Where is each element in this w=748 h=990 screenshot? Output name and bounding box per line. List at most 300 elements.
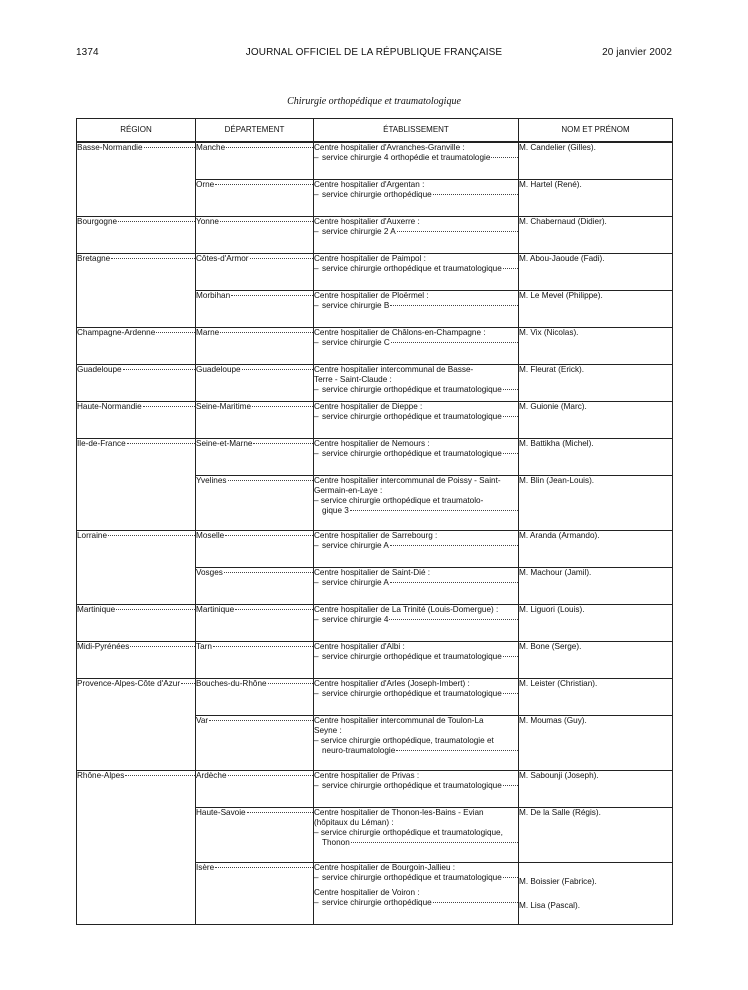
departement-name-text: Côtes-d'Armor — [196, 253, 249, 263]
etablissement-name: Centre hospitalier de Thonon-les-Bains - Evian — [314, 807, 484, 817]
nom-cell — [519, 530, 673, 567]
etablissement-name: Centre hospitalier de Paimpol : — [314, 253, 426, 263]
departement-name — [196, 439, 313, 449]
service-dash: – — [314, 448, 319, 458]
table-body — [77, 142, 673, 924]
etablissement-cell — [314, 641, 519, 678]
departement-name-text: Ardèche — [196, 770, 227, 780]
service-dash: – — [314, 872, 319, 882]
region-cell — [77, 641, 196, 678]
service-text: service chirurgie A — [322, 540, 389, 550]
table-row — [77, 770, 673, 807]
service-dash: – — [314, 614, 319, 624]
dot-leader — [250, 258, 313, 259]
etablissement-name: Centre hospitalier de Ploërmel : — [314, 290, 429, 300]
etablissement-name: Centre hospitalier intercommunal de Toulon-La — [314, 715, 484, 725]
service-text: service chirurgie orthopédique et traumatologique — [322, 411, 502, 421]
person-name: M. Abou-Jaoude (Fadi). — [519, 253, 605, 263]
etablissement-cell — [314, 401, 519, 438]
departement-cell — [196, 862, 314, 924]
service-line: – service chirurgie orthopédique, traumatologie et — [314, 735, 494, 745]
departement-name-text: Moselle — [196, 530, 225, 540]
dot-leader — [503, 656, 518, 657]
service-line — [314, 190, 518, 200]
journal-title: JOURNAL OFFICIEL DE LA RÉPUBLIQUE FRANÇAISE — [245, 47, 503, 58]
dot-leader — [215, 867, 313, 868]
region-name — [77, 328, 195, 338]
table-row — [77, 401, 673, 438]
dot-leader — [253, 443, 313, 444]
person-name: M. Moumas (Guy). — [519, 715, 587, 725]
nom-cell — [519, 641, 673, 678]
region-cell — [77, 530, 196, 604]
dot-leader — [235, 609, 313, 610]
service-line — [314, 541, 518, 551]
service-dash: – — [314, 226, 319, 236]
dot-leader — [268, 683, 313, 684]
column-header-departement: DÉPARTEMENT — [196, 119, 314, 143]
service-text: service chirurgie C — [322, 337, 390, 347]
etablissement-cell — [314, 475, 519, 530]
departement-name — [196, 291, 313, 301]
dot-leader — [433, 194, 518, 195]
etablissement-name: Centre hospitalier de Dieppe : — [314, 401, 423, 411]
region-cell — [77, 604, 196, 641]
dot-leader — [215, 184, 313, 185]
dot-leader — [390, 582, 518, 583]
region-name-text: Haute-Normandie — [77, 401, 142, 411]
etablissement-name: Centre hospitalier d'Auxerre : — [314, 216, 420, 226]
service-text: service chirurgie orthopédique et traumatologique — [322, 872, 502, 882]
region-name — [77, 771, 195, 781]
region-cell — [77, 216, 196, 253]
service-text: service chirurgie 4 — [322, 614, 389, 624]
service-text: service chirurgie orthopédique et traumatologique — [322, 780, 502, 790]
table-row — [77, 641, 673, 678]
dot-leader — [123, 369, 195, 370]
departement-name — [196, 771, 313, 781]
departement-cell — [196, 438, 314, 475]
region-cell — [77, 770, 196, 924]
nom-cell — [519, 678, 673, 715]
service-dash: – — [314, 411, 319, 421]
etablissement-name: Centre hospitalier intercommunal de Poissy - Saint- — [314, 475, 501, 485]
departement-cell — [196, 253, 314, 290]
departement-name — [196, 808, 313, 818]
dot-leader — [220, 332, 313, 333]
etablissement-name: Centre hospitalier de Saint-Dié : — [314, 567, 431, 577]
region-cell — [77, 678, 196, 770]
etablissement-cell — [314, 253, 519, 290]
service-text: service chirurgie A — [322, 577, 389, 587]
service-line: – service chirurgie orthopédique et traumatologique, — [314, 827, 503, 837]
region-cell — [77, 401, 196, 438]
etablissement-cell — [314, 567, 519, 604]
departement-cell — [196, 142, 314, 179]
dot-leader — [224, 572, 313, 573]
dot-leader — [503, 268, 518, 269]
table-row — [77, 327, 673, 364]
table-row — [77, 678, 673, 715]
departement-name — [196, 402, 313, 412]
etablissement-cell — [314, 290, 519, 327]
publication-date: 20 janvier 2002 — [602, 47, 672, 58]
column-header-etablissement: ÉTABLISSEMENT — [314, 119, 519, 143]
etablissement-name: Centre hospitalier intercommunal de Basse- — [314, 364, 474, 374]
departement-name-text: Seine-et-Marne — [196, 438, 253, 448]
departement-cell — [196, 401, 314, 438]
departement-cell — [196, 567, 314, 604]
departement-name-text: Guadeloupe — [196, 364, 241, 374]
service-text: service chirurgie orthopédique et traumatologique — [322, 263, 502, 273]
person-name: M. Boissier (Fabrice). — [519, 876, 597, 886]
region-cell — [77, 253, 196, 327]
region-name-text: Lorraine — [77, 530, 108, 540]
assignment-table — [76, 118, 673, 925]
service-line: – service chirurgie orthopédique et traumatolo- — [314, 495, 484, 505]
service-line — [314, 264, 518, 274]
departement-name — [196, 568, 313, 578]
dot-leader — [225, 535, 313, 536]
page-header — [76, 47, 672, 61]
service-dash: – — [314, 153, 319, 162]
etablissement-name: Germain-en-Laye : — [314, 485, 383, 495]
departement-name-text: Manche — [196, 143, 226, 152]
person-name: M. Guionie (Marc). — [519, 401, 587, 411]
departement-name — [196, 143, 313, 153]
dot-leader — [181, 683, 195, 684]
person-name: M. Le Mevel (Philippe). — [519, 290, 603, 300]
dot-leader — [397, 231, 518, 232]
dot-leader — [111, 258, 195, 259]
dot-leader — [220, 221, 313, 222]
etablissement-name: (hôpitaux du Léman) : — [314, 817, 394, 827]
person-name: M. Leister (Christian). — [519, 678, 598, 688]
dot-leader — [503, 877, 518, 878]
etablissement-name: Centre hospitalier d'Avranches-Granville : — [314, 143, 465, 152]
nom-cell — [519, 253, 673, 290]
region-cell — [77, 327, 196, 364]
etablissement-cell — [314, 715, 519, 770]
etablissement-name: Centre hospitalier de Nemours : — [314, 438, 430, 448]
departement-name-text: Seine-Maritime — [196, 401, 252, 411]
dot-leader — [503, 693, 518, 694]
departement-name-text: Isère — [196, 862, 215, 872]
etablissement-cell — [314, 862, 519, 924]
service-line — [314, 385, 518, 395]
page-number: 1374 — [76, 47, 99, 58]
person-name: M. Battikha (Michel). — [519, 438, 594, 448]
dot-leader — [433, 902, 518, 903]
dot-leader — [213, 646, 313, 647]
service-dash: – — [314, 263, 319, 273]
etablissement-cell — [314, 438, 519, 475]
departement-name — [196, 679, 313, 689]
region-name-text: Champagne-Ardenne — [77, 327, 156, 337]
dot-leader — [209, 720, 313, 721]
table-row — [77, 530, 673, 567]
nom-cell — [519, 438, 673, 475]
service-dash: – — [314, 337, 319, 347]
etablissement-cell — [314, 770, 519, 807]
departement-cell — [196, 604, 314, 641]
service-line — [314, 615, 518, 625]
service-text: neuro-traumatologie — [322, 745, 396, 755]
person-name: M. Blin (Jean-Louis). — [519, 475, 595, 485]
service-line — [314, 338, 518, 348]
column-header-region: RÉGION — [77, 119, 196, 143]
etablissement-name: Centre hospitalier d'Arles (Joseph-Imbert) : — [314, 678, 470, 688]
service-dash: – — [314, 540, 319, 550]
dot-leader — [127, 443, 195, 444]
departement-name-text: Marne — [196, 327, 220, 337]
dot-leader — [252, 406, 313, 407]
etablissement-cell — [314, 142, 519, 179]
nom-cell — [519, 807, 673, 862]
departement-name — [196, 217, 313, 227]
departement-name — [196, 476, 313, 486]
departement-name — [196, 365, 313, 375]
region-name — [77, 605, 195, 615]
service-dash: – — [314, 300, 319, 310]
table-row — [77, 216, 673, 253]
region-name-text: Bretagne — [77, 253, 111, 263]
dot-leader — [503, 785, 518, 786]
service-text: service chirurgie 4 orthopédie et traumatologie — [322, 153, 491, 162]
table-row — [77, 604, 673, 641]
person-name: M. Fleurat (Erick). — [519, 364, 585, 374]
dot-leader — [390, 305, 518, 306]
nom-cell — [519, 327, 673, 364]
departement-name — [196, 180, 313, 190]
service-line — [314, 898, 518, 908]
service-dash: – — [314, 577, 319, 587]
column-header-nom: NOM ET PRÉNOM — [519, 119, 673, 143]
nom-cell — [519, 862, 673, 924]
etablissement-cell — [314, 216, 519, 253]
departement-cell — [196, 364, 314, 401]
etablissement-name: Centre hospitalier de Privas : — [314, 770, 420, 780]
nom-cell — [519, 770, 673, 807]
service-text: service chirurgie 2 A — [322, 226, 396, 236]
departement-name-text: Morbihan — [196, 290, 231, 300]
departement-name — [196, 642, 313, 652]
service-line — [314, 449, 518, 459]
region-name-text: Midi-Pyrénées — [77, 641, 130, 651]
departement-name-text: Yvelines — [196, 475, 227, 485]
dot-leader — [108, 535, 195, 536]
service-dash: – — [314, 780, 319, 790]
departement-name — [196, 328, 313, 338]
region-name-text: Bourgogne — [77, 216, 118, 226]
etablissement-name: Terre - Saint-Claude : — [314, 374, 392, 384]
etablissement-cell — [314, 179, 519, 216]
departement-name-text: Yonne — [196, 216, 219, 226]
service-text: service chirurgie orthopédique et traumatologique — [322, 651, 502, 661]
person-name: M. De la Salle (Régis). — [519, 807, 601, 817]
person-name: M. Machour (Jamil). — [519, 567, 592, 577]
dot-leader — [118, 221, 195, 222]
section-subtitle: Chirurgie orthopédique et traumatologique — [287, 96, 461, 107]
table-row — [77, 253, 673, 290]
service-line — [314, 689, 518, 699]
service-dash: – — [314, 651, 319, 661]
departement-name-text: Martinique — [196, 604, 235, 614]
dot-leader — [226, 147, 313, 148]
service-line — [314, 578, 518, 588]
nom-cell — [519, 290, 673, 327]
region-name-text: Martinique — [77, 604, 116, 614]
dot-leader — [491, 157, 518, 158]
region-cell — [77, 438, 196, 530]
etablissement-cell — [314, 530, 519, 567]
dot-leader — [350, 510, 518, 511]
service-line — [314, 873, 518, 883]
person-name: M. Hartel (René). — [519, 179, 582, 189]
departement-name — [196, 254, 313, 264]
etablissement-cell — [314, 364, 519, 401]
dot-leader — [503, 389, 518, 390]
dot-leader — [391, 342, 518, 343]
departement-cell — [196, 216, 314, 253]
departement-name-text: Haute-Savoie — [196, 807, 246, 817]
etablissement-cell — [314, 678, 519, 715]
dot-leader — [130, 646, 195, 647]
region-name-text: Rhône-Alpes — [77, 770, 125, 780]
nom-cell — [519, 567, 673, 604]
dot-leader — [396, 750, 518, 751]
table-header-row — [77, 119, 673, 143]
region-cell — [77, 364, 196, 401]
service-line — [314, 301, 518, 311]
region-cell — [77, 142, 196, 216]
etablissement-name: Seyne : — [314, 725, 342, 735]
service-line — [314, 652, 518, 662]
region-name — [77, 143, 195, 153]
table-row — [77, 438, 673, 475]
dot-leader — [228, 775, 314, 776]
region-name-text: Basse-Normandie — [77, 143, 143, 152]
departement-cell — [196, 290, 314, 327]
dot-leader — [144, 147, 195, 148]
service-line — [314, 412, 518, 422]
dot-leader — [503, 453, 518, 454]
region-name — [77, 365, 195, 375]
service-line — [314, 506, 518, 516]
table-row — [77, 142, 673, 179]
dot-leader — [503, 416, 518, 417]
service-text: gique 3 — [322, 505, 349, 515]
nom-cell — [519, 715, 673, 770]
dot-leader — [156, 332, 195, 333]
etablissement-name: Centre hospitalier de Bourgoin-Jallieu : — [314, 862, 456, 872]
etablissement-name: Centre hospitalier d'Albi : — [314, 641, 405, 651]
departement-name — [196, 605, 313, 615]
person-name: M. Chabernaud (Didier). — [519, 216, 607, 226]
dot-leader — [242, 369, 313, 370]
service-text: service chirurgie orthopédique et traumatologique — [322, 384, 502, 394]
service-line — [314, 746, 518, 756]
departement-cell — [196, 530, 314, 567]
departement-name — [196, 716, 313, 726]
departement-name — [196, 531, 313, 541]
etablissement-cell — [314, 604, 519, 641]
service-text: service chirurgie orthopédique et traumatologique — [322, 688, 502, 698]
etablissement-name: Centre hospitalier de Châlons-en-Champagne : — [314, 327, 486, 337]
service-dash: – — [314, 688, 319, 698]
dot-leader — [389, 619, 518, 620]
departement-cell — [196, 179, 314, 216]
person-name: M. Bone (Serge). — [519, 641, 582, 651]
service-line — [314, 838, 518, 848]
service-line — [314, 153, 518, 163]
departement-name-text: Bouches-du-Rhône — [196, 678, 267, 688]
person-name: M. Lisa (Pascal). — [519, 900, 580, 910]
dot-leader — [231, 295, 313, 296]
etablissement-cell — [314, 327, 519, 364]
region-name — [77, 402, 195, 412]
nom-cell — [519, 364, 673, 401]
nom-cell — [519, 401, 673, 438]
departement-cell — [196, 641, 314, 678]
service-text: service chirurgie orthopédique et traumatologique — [322, 448, 502, 458]
person-name: M. Aranda (Armando). — [519, 530, 600, 540]
person-name: M. Candelier (Gilles). — [519, 143, 596, 152]
nom-cell — [519, 179, 673, 216]
person-name: M. Vix (Nicolas). — [519, 327, 579, 337]
person-name: M. Liguori (Louis). — [519, 604, 585, 614]
departement-name-text: Vosges — [196, 567, 223, 577]
region-name — [77, 642, 195, 652]
etablissement-cell — [314, 807, 519, 862]
region-name — [77, 217, 195, 227]
service-line — [314, 227, 518, 237]
departement-cell — [196, 770, 314, 807]
etablissement-name: Centre hospitalier de Sarrebourg : — [314, 530, 438, 540]
region-name — [77, 531, 195, 541]
dot-leader — [390, 545, 518, 546]
departement-cell — [196, 327, 314, 364]
departement-cell — [196, 807, 314, 862]
dot-leader — [143, 406, 195, 407]
region-name — [77, 254, 195, 264]
service-dash: – — [314, 384, 319, 394]
etablissement-name: Centre hospitalier d'Argentan : — [314, 179, 425, 189]
dot-leader — [247, 812, 313, 813]
dot-leader — [228, 480, 314, 481]
departement-cell — [196, 678, 314, 715]
departement-name — [196, 863, 313, 873]
table-row — [77, 364, 673, 401]
service-dash: – — [314, 189, 319, 199]
service-dash: – — [314, 897, 319, 907]
region-name-text: Guadeloupe — [77, 364, 122, 374]
service-line — [314, 781, 518, 791]
nom-cell — [519, 604, 673, 641]
departement-name-text: Var — [196, 715, 209, 725]
departement-name-text: Tarn — [196, 641, 212, 651]
dot-leader — [125, 775, 195, 776]
etablissement-name: Centre hospitalier de La Trinité (Louis-Domergue) : — [314, 604, 499, 614]
departement-cell — [196, 475, 314, 530]
dot-leader — [116, 609, 195, 610]
nom-cell — [519, 142, 673, 179]
region-name — [77, 439, 195, 449]
region-name-text: Ile-de-France — [77, 438, 126, 448]
service-text: service chirurgie orthopédique — [322, 897, 432, 907]
nom-cell — [519, 216, 673, 253]
region-name — [77, 679, 195, 689]
